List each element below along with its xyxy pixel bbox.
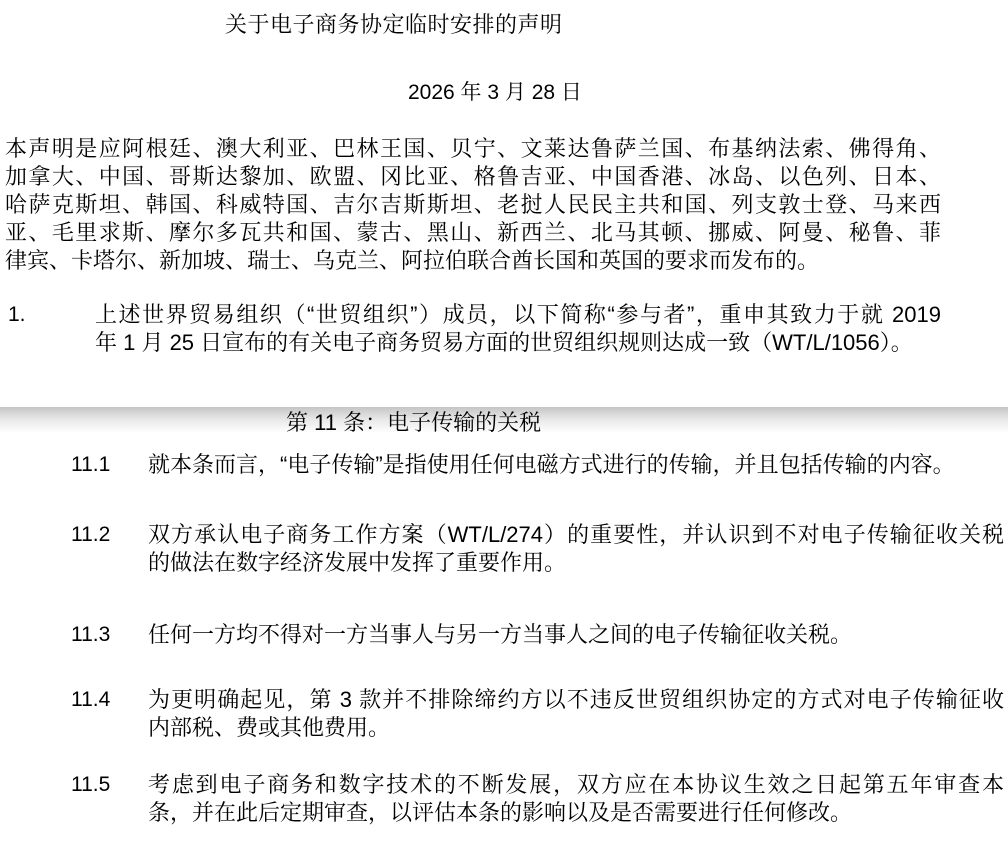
clause-11-2-text [148,521,1004,577]
text-line: 内部税、费或其他费用。 [148,715,391,740]
text-line: 年 1 月 25 日宣布的有关电子商务贸易方面的世贸组织规则达成一致（WT/L/1056）。 [95,330,913,355]
text-line: 就本条而言，“电子传输”是指使用任何电磁方式进行的传输，并且包括传输的内容。 [148,452,955,477]
text-line: 哈萨克斯坦、韩国、科威特国、吉尔吉斯斯坦、老挝人民民主共和国、列支敦士登、马来西 [5,192,941,217]
clause-11-1-number: 11.1 [71,453,111,476]
document-title: 关于电子商务协定临时安排的声明 [225,12,563,37]
text-line: 考虑到电子商务和数字技术的不断发展，双方应在本协议生效之日起第五年审查本 [148,772,1004,797]
text-line: 双方承认电子商务工作方案（WT/L/274）的重要性，并认识到不对电子传输征收关税 [148,522,1004,547]
text-line: 任何一方均不得对一方当事人与另一方当事人之间的电子传输征收关税。 [148,622,853,647]
clause-11-4-text [148,686,1004,742]
text-line: 本声明是应阿根廷、澳大利亚、巴林王国、贝宁、文莱达鲁萨兰国、布基纳法索、佛得角、 [5,136,941,161]
text-line: 亚、毛里求斯、摩尔多瓦共和国、蒙古、黑山、新西兰、北马其顿、挪威、阿曼、秘鲁、菲 [5,220,941,245]
intro-paragraph [5,135,941,275]
clause-11-5-number: 11.5 [71,773,111,796]
clause-11-2-number: 11.2 [71,523,111,546]
text-line: 的做法在数字经济发展中发挥了重要作用。 [148,550,567,575]
item-1-text [95,301,941,357]
text-line: 条，并在此后定期审查，以评估本条的影响以及是否需要进行任何修改。 [148,800,853,825]
clause-11-5-text [148,771,1004,827]
text-line: 律宾、卡塔尔、新加坡、瑞士、乌克兰、阿拉伯联合酋长国和英国的要求而发布的。 [5,248,820,273]
clause-11-1-text [148,451,1004,479]
text-line: 上述世界贸易组织（“世贸组织”）成员，以下简称“参与者”，重申其致力于就 2019 [95,302,941,327]
clause-11-3-number: 11.3 [71,623,111,646]
document-date: 2026 年 3 月 28 日 [408,81,582,104]
text-line: 为更明确起见，第 3 款并不排除缔约方以不违反世贸组织协定的方式对电子传输征收 [148,687,1004,712]
clause-11-4-number: 11.4 [71,688,111,711]
clause-11-3-text [148,621,1004,649]
item-1-number: 1. [8,303,26,326]
article-heading: 第 11 条：电子传输的关税 [286,410,542,435]
text-line: 加拿大、中国、哥斯达黎加、欧盟、冈比亚、格鲁吉亚、中国香港、冰岛、以色列、日本、 [5,164,941,189]
